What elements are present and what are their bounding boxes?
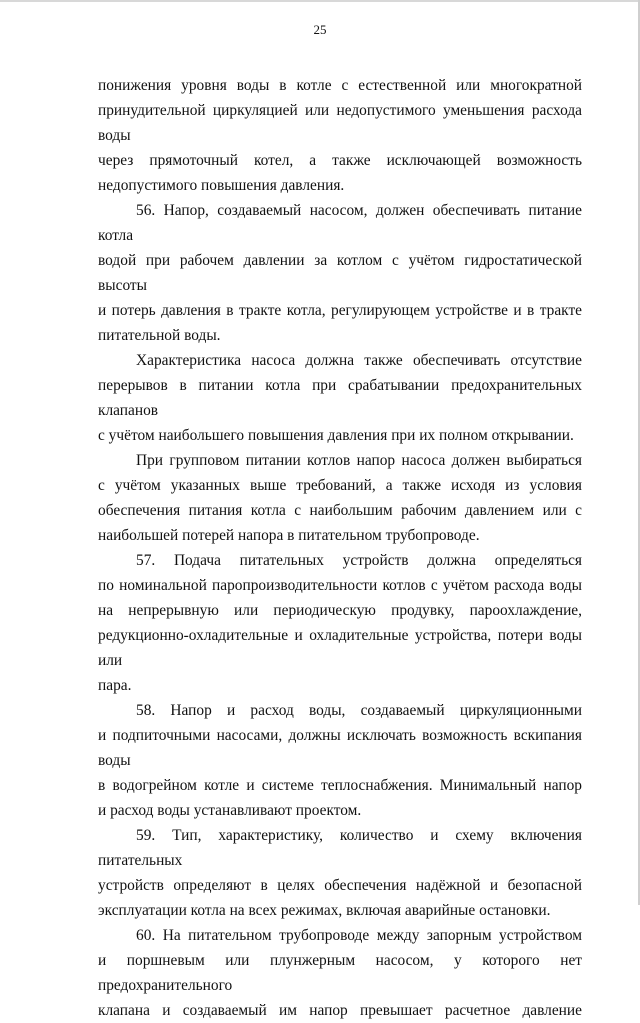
paragraph-line: перерывов в питании котла при срабатывании предохранительных клапанов [98, 377, 582, 419]
text-line: недопустимого повышения давления. [98, 177, 345, 194]
page-number: 25 [313, 22, 327, 37]
document-body [98, 73, 582, 1023]
paragraph-line: принудительной циркуляцией или недопустимого уменьшения расхода воды [98, 102, 582, 144]
paragraph-line: питательной воды. [98, 327, 221, 344]
paragraph-continuation-end [98, 173, 582, 198]
paragraph-line: по номинальной паропроизводительности котлов с учётом расхода воды [98, 577, 582, 594]
scan-top-edge [0, 0, 640, 2]
paragraph-56 [98, 198, 582, 348]
paragraph-line: в водогрейном котле и системе теплоснабжения. Минимальный напор [98, 777, 582, 794]
paragraph-line: и подпиточными насосами, должны исключать возможность вскипания воды [98, 727, 582, 769]
paragraph-line: эксплуатации котла на всех режимах, включая аварийные остановки. [98, 902, 551, 919]
paragraph-line: 60. На питательном трубопроводе между запорным устройством [136, 927, 582, 944]
paragraph-59 [98, 823, 582, 923]
paragraph-line: устройств определяют в целях обеспечения надёжной и безопасной [98, 877, 582, 894]
paragraph-58 [98, 698, 582, 823]
paragraph-line: 59. Тип, характеристику, количество и схему включения питательных [98, 827, 582, 869]
paragraph-line: 58. Напор и расход воды, создаваемый циркуляционными [136, 702, 582, 719]
paragraph-line: через прямоточный котел, а также исключающей возможность [98, 152, 582, 169]
paragraph-line: наибольшей потерей напора в питательном трубопроводе. [98, 527, 480, 544]
paragraph-line: с учётом указанных выше требований, а также исходя из условия [98, 477, 582, 494]
paragraph-line: обеспечения питания котла с наибольшим рабочим давлением или с [98, 502, 582, 519]
paragraph-57 [98, 548, 582, 698]
paragraph-line: 56. Напор, создаваемый насосом, должен обеспечивать питание котла [98, 202, 582, 244]
paragraph-60 [98, 923, 582, 1023]
paragraph-line: При групповом питании котлов напор насоса должен выбираться [136, 452, 582, 469]
paragraph-56-characteristic [98, 348, 582, 448]
paragraph-line: 57. Подача питательных устройств должна определяться [136, 552, 582, 569]
paragraph-line: и потерь давления в тракте котла, регулирующем устройстве и в тракте [98, 302, 582, 319]
paragraph-line: редукционно-охладительные и охладительные устройства, потери воды или [98, 627, 582, 669]
paragraph-line: понижения уровня воды в котле с естественной или многократной [98, 77, 582, 94]
paragraph-line: Характеристика насоса должна также обеспечивать отсутствие [136, 352, 582, 369]
paragraph-line: водой при рабочем давлении за котлом с учётом гидростатической высоты [98, 252, 582, 294]
paragraph-line: клапана и создаваемый им напор превышает расчетное давление [98, 1002, 582, 1019]
paragraph-56-group-feed [98, 448, 582, 548]
paragraph-line: пара. [98, 677, 132, 694]
paragraph-line: и расход воды устанавливают проектом. [98, 802, 362, 819]
paragraph-line: с учётом наибольшего повышения давления при их полном открывании. [98, 427, 574, 444]
paragraph-line: и поршневым или плунжерным насосом, у которого нет предохранительного [98, 952, 582, 994]
paragraph-line: на непрерывную или периодическую продувку, пароохлаждение, [98, 602, 582, 619]
